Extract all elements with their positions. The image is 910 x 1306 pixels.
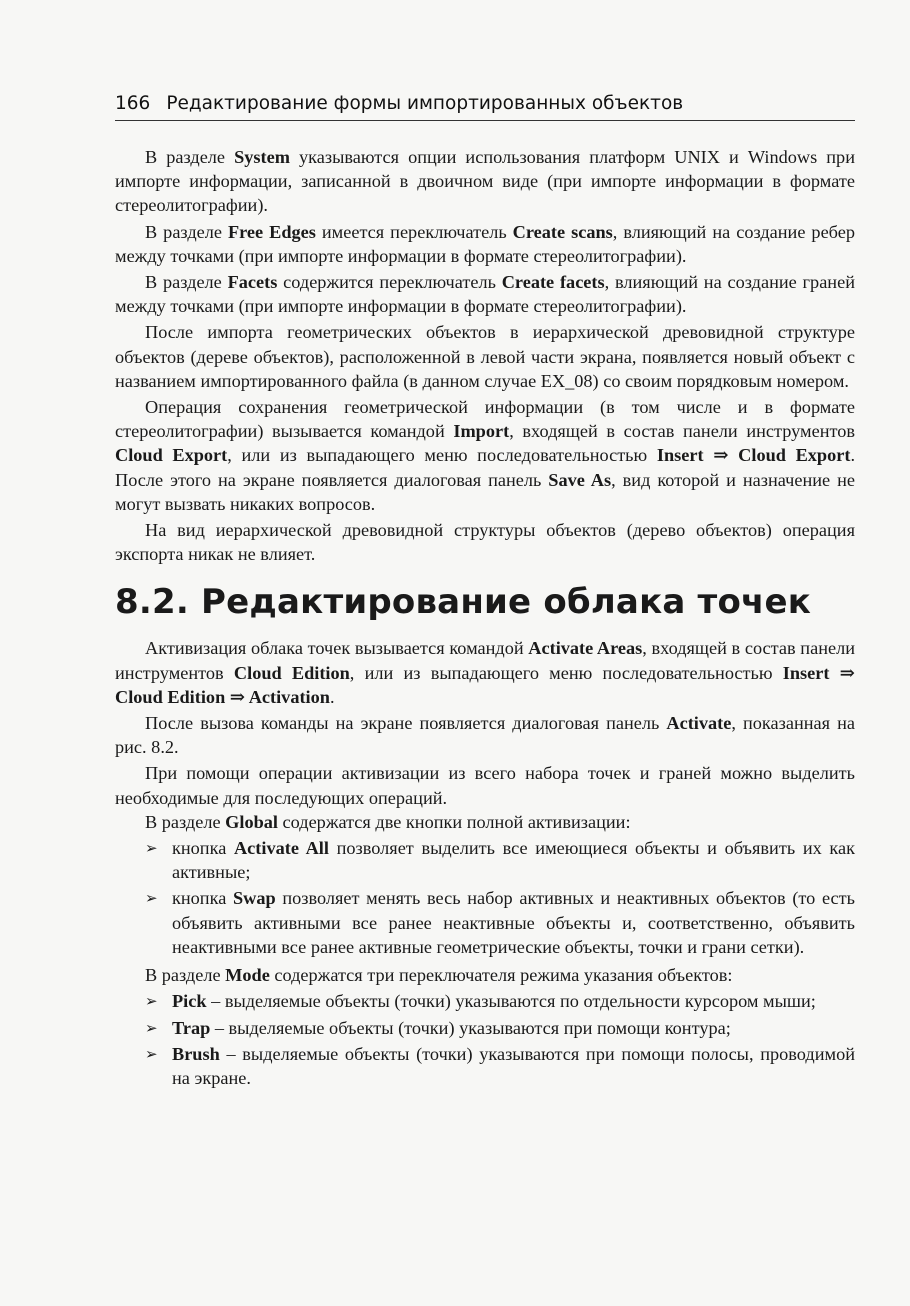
list-item: ➢ кнопка Activate All позволяет выделить все имеющиеся объекты и объявить их как активные; — [145, 838, 855, 883]
arrowhead-bullet-icon: ➢ — [145, 839, 158, 858]
paragraph: После вызова команды на экране появляется диалоговая панель Activate, показанная на рис. 8.2. — [115, 713, 855, 758]
paragraph: После импорта геометрических объектов в иерархической древовидной структуре объектов (дереве объектов), расположенной в левой части экрана, появляется новый объект с названием импортированного файла (в данном случае EX_08) со своим порядковым номером. — [115, 322, 855, 391]
arrowhead-bullet-icon: ➢ — [145, 992, 158, 1011]
section-title: 8.2. Редактирование облака точек — [115, 582, 812, 623]
list-item: ➢ кнопка Swap позволяет менять весь набор активных и неактивных объектов (то есть объявить активными все ранее неактивные объекты и, соответственно, объявить неактивными все ранее активные геометрические объекты, точки и грани сетки). — [145, 888, 855, 957]
arrowhead-bullet-icon: ➢ — [145, 1044, 158, 1063]
page-number: 166 — [115, 93, 151, 114]
page-content — [115, 145, 855, 1094]
paragraph: В разделе System указываются опции использования платформ UNIX и Windows при импорте информации, записанной в двоичном виде (при импорте информации в формате стереолитографии). — [115, 147, 855, 216]
paragraph: На вид иерархической древовидной структуры объектов (дерево объектов) операция экспорта никак не влияет. — [115, 520, 855, 565]
paragraph: В разделе Mode содержатся три переключателя режима указания объектов: — [145, 965, 733, 986]
arrowhead-bullet-icon: ➢ — [145, 1018, 158, 1037]
paragraph: Операция сохранения геометрической информации (в том числе и в формате стереолитографии) вызывается командой Import, входящей в состав панели инструментов Cloud Export, или из выпадающего меню последовательностью Insert ⇒ Cloud Export. После этого на экране появляется диалоговая панель Save As, вид которой и назначение не могут вызвать никаких вопросов. — [115, 397, 856, 514]
page-header — [115, 93, 855, 121]
running-title: Редактирование формы импортированных объектов — [166, 93, 684, 114]
arrowhead-bullet-icon: ➢ — [145, 889, 158, 908]
list-item: ➢ Pick – выделяемые объекты (точки) указываются по отдельности курсором мыши; — [115, 989, 855, 1013]
list-item: ➢ Trap – выделяемые объекты (точки) указываются при помощи контура; — [115, 1016, 855, 1040]
paragraph: При помощи операции активизации из всего набора точек и граней можно выделить необходимые для последующих операций. — [115, 763, 855, 808]
paragraph: В разделе Free Edges имеется переключатель Create scans, влияющий на создание ребер между точками (при импорте информации в формате стереолитографии). — [115, 221, 855, 266]
bullet-list-global — [115, 836, 855, 959]
paragraph: В разделе Facets содержится переключатель Create facets, влияющий на создание граней между точками (при импорте информации в формате стереолитографии). — [115, 272, 855, 317]
bullet-list-mode — [115, 989, 855, 1090]
list-item: ➢ Brush – выделяемые объекты (точки) указываются при помощи полосы, проводимой на экране. — [145, 1043, 855, 1088]
paragraph: В разделе Global содержатся две кнопки полной активизации: — [145, 811, 631, 832]
paragraph: Активизация облака точек вызывается командой Activate Areas, входящей в состав панели инструментов Cloud Edition, или из выпадающего меню последовательностью Insert ⇒ Cloud Edition ⇒ Activation. — [115, 638, 855, 707]
